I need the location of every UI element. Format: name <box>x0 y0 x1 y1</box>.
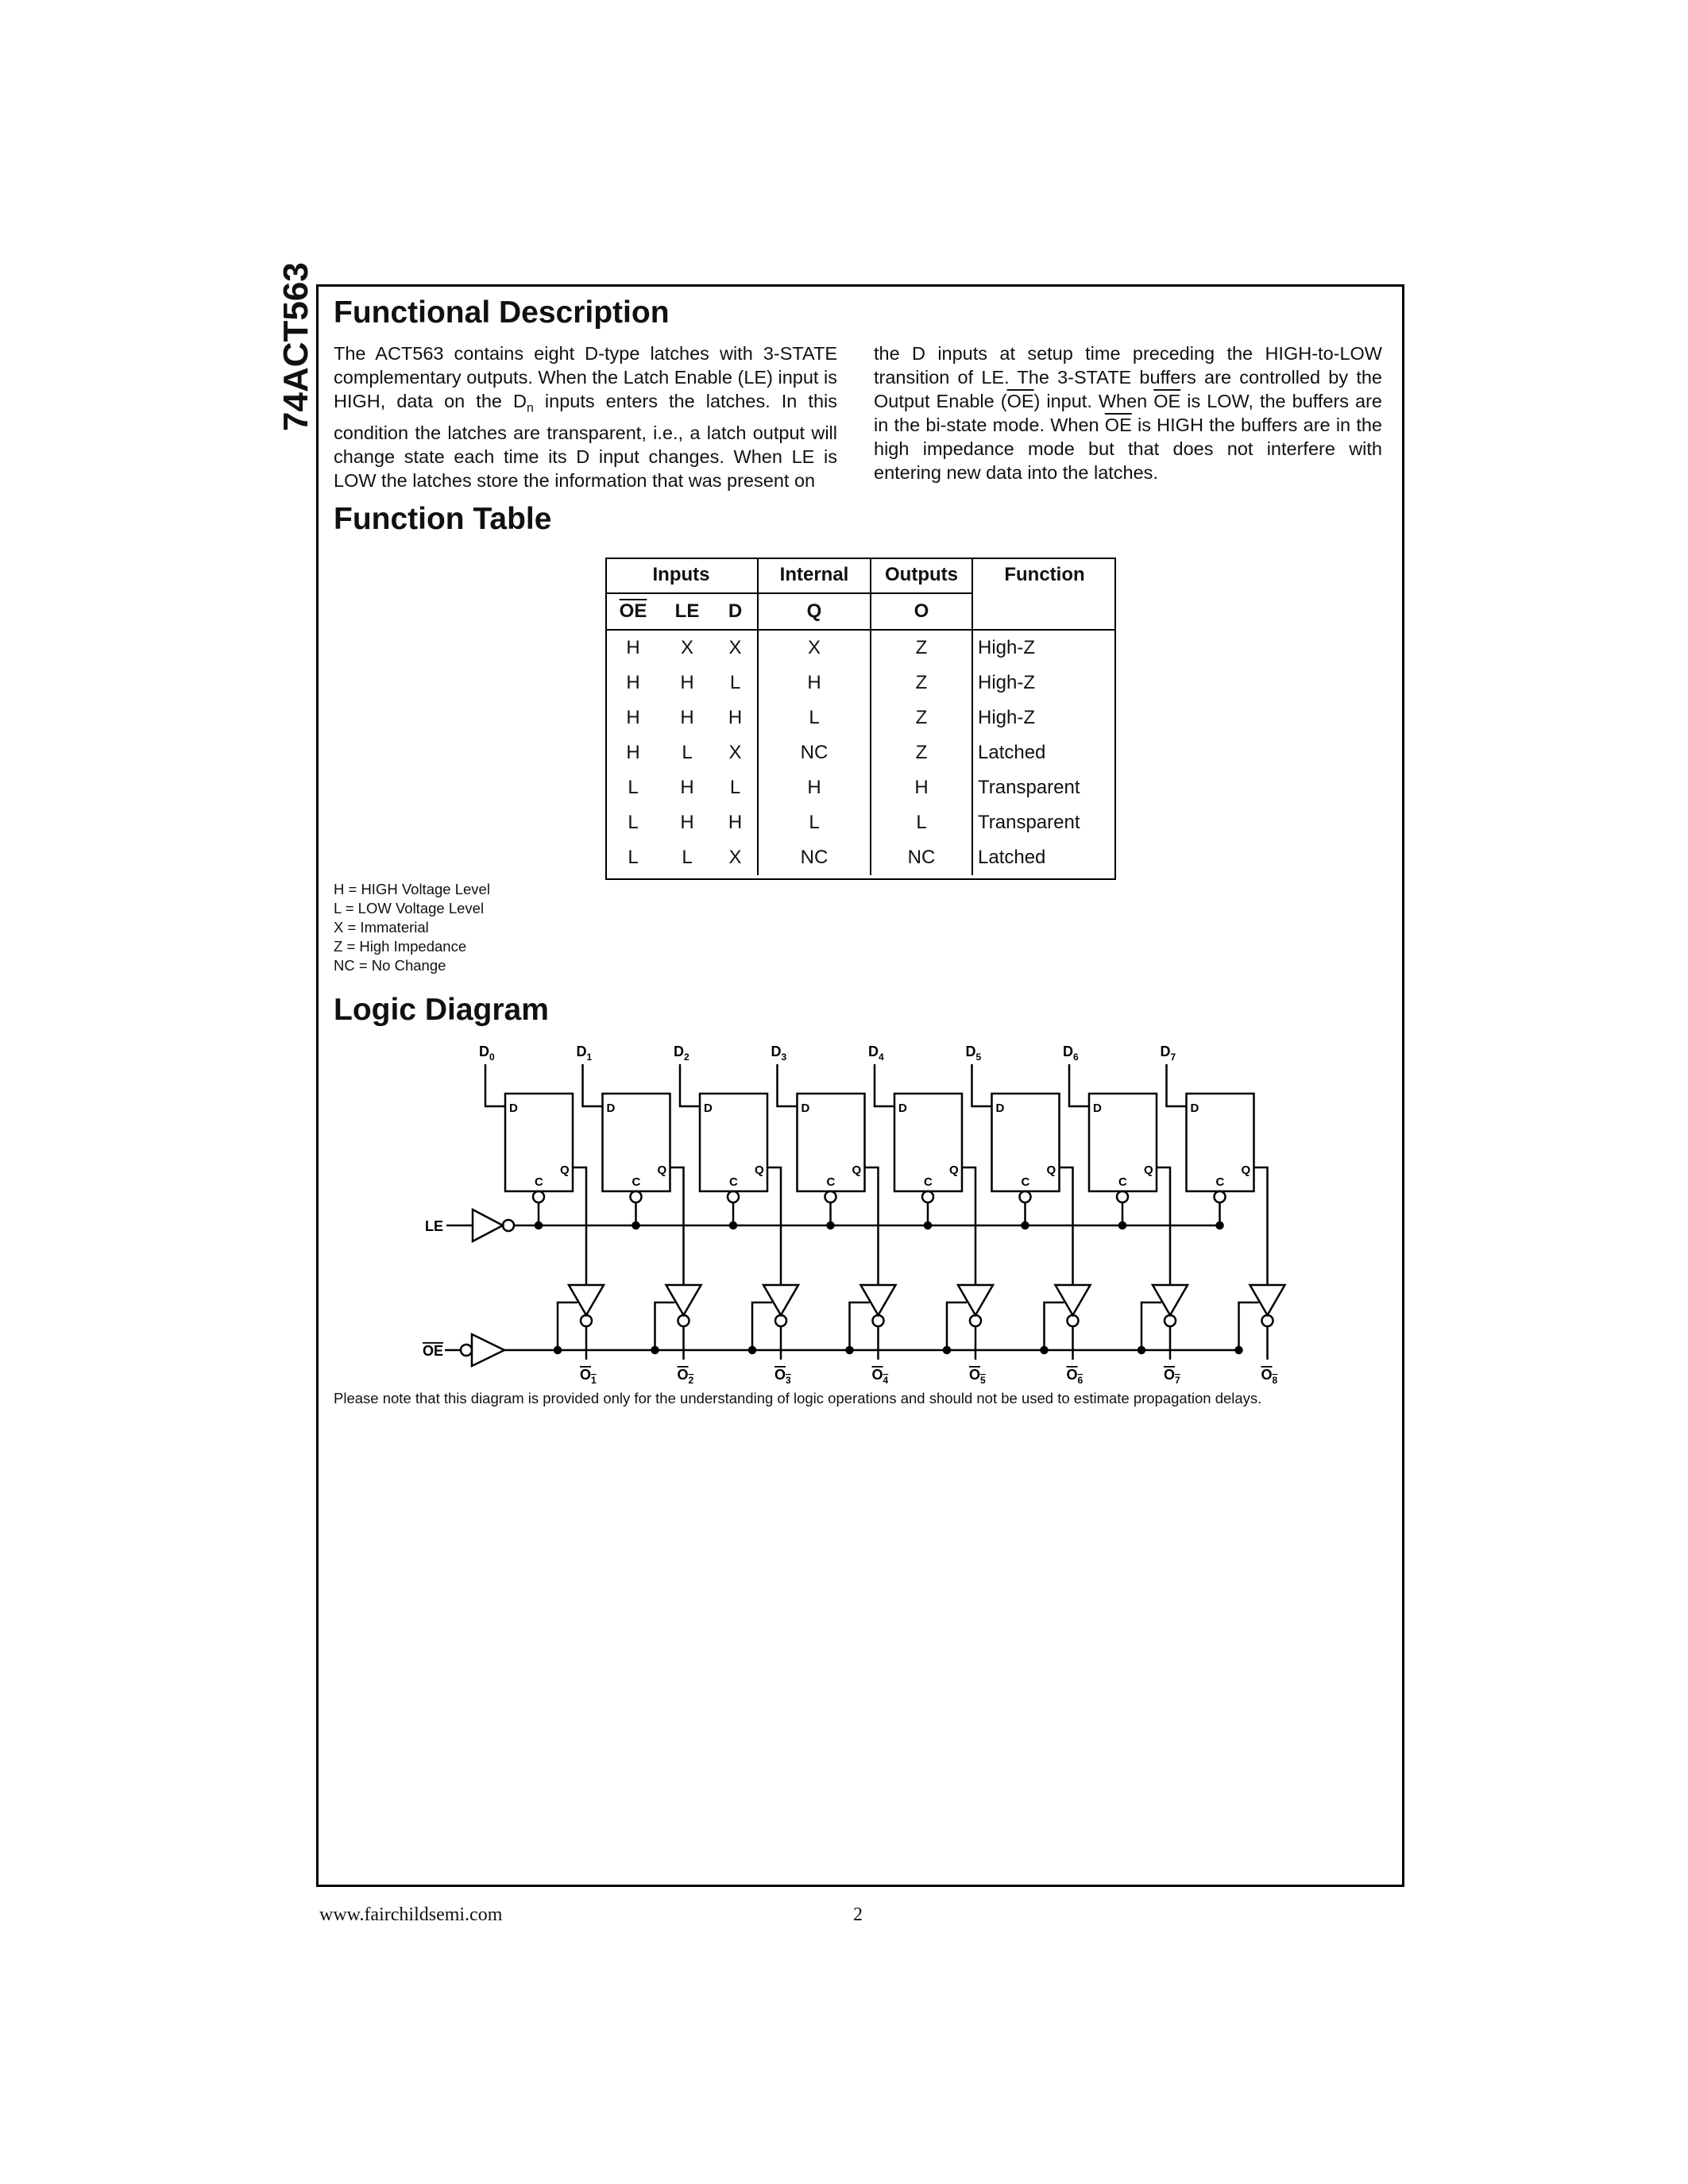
enable-wire <box>947 1302 967 1350</box>
table-cell: X <box>758 630 871 666</box>
latch-d-pin: D <box>995 1102 1005 1115</box>
latch-d-pin: D <box>1093 1102 1102 1115</box>
le-buffer <box>473 1210 503 1241</box>
enable-wire <box>1141 1302 1161 1350</box>
le-label: LE <box>425 1218 444 1234</box>
table-cell: H <box>626 707 640 728</box>
fd-right-part3: is LOW, the buffers are in the bi-state mode. When <box>874 391 1383 435</box>
latch-q-pin: Q <box>1144 1163 1153 1177</box>
side-part-number: 74ACT563 <box>276 262 315 431</box>
latch-q-pin: Q <box>755 1163 764 1177</box>
table-cell: X <box>728 742 742 763</box>
clock-bubble <box>533 1191 544 1202</box>
latch-d-pin: D <box>1190 1102 1199 1115</box>
legend-item: H = HIGH Voltage Level <box>334 881 490 897</box>
legend-item: L = LOW Voltage Level <box>334 900 485 916</box>
latch-d-pin: D <box>606 1102 616 1115</box>
latch-d-pin: D <box>801 1102 810 1115</box>
tristate-buffer <box>1056 1285 1091 1315</box>
table-cell: L <box>758 805 871 840</box>
function-table-heading: Function Table <box>334 502 552 536</box>
latch-input-subscript: 3 <box>781 1051 787 1063</box>
output-subscript: 5 <box>980 1375 986 1386</box>
enable-wire <box>558 1302 577 1350</box>
fd-left-part2: inputs enters the latches. In this condition the latches are transparent, i.e., a latch output will change state each time its D input changes. When LE is LOW the latches store the information that was present on <box>334 391 837 491</box>
fd-right-part2: ) input. When <box>1033 391 1154 411</box>
d-input-wire <box>583 1064 603 1106</box>
latch-c-pin: C <box>1021 1175 1030 1189</box>
latch-d-pin: D <box>898 1102 907 1115</box>
latch-c-pin: C <box>924 1175 933 1189</box>
d-input-wire <box>972 1064 992 1106</box>
latch-input-subscript: 5 <box>975 1051 982 1063</box>
latch-input-label: $D_1$ <box>576 1044 593 1063</box>
table-cell: NC <box>758 735 871 770</box>
latch-input-label: $D_0$ <box>479 1044 495 1063</box>
header-oe: $\overline{OE}$ <box>619 600 647 622</box>
header-internal: Internal <box>758 558 871 593</box>
fd-oe-2: $\overline{OE}$ <box>1153 391 1181 411</box>
output-label: $O_2$ <box>677 1367 694 1386</box>
clock-bubble <box>825 1191 836 1202</box>
table-cell: Latched <box>972 735 1116 770</box>
table-cell: X <box>661 630 713 666</box>
output-label: $O_5$ <box>969 1367 986 1386</box>
latch-c-pin: C <box>1215 1175 1225 1189</box>
clock-bubble <box>631 1191 642 1202</box>
output-label: $O_1$ <box>580 1367 597 1386</box>
header-d: D <box>713 593 758 630</box>
tristate-buffer <box>569 1285 604 1315</box>
diagram-note: Please note that this diagram is provided only for the understanding of logic operations and should not be used to estimate propagation delays. <box>334 1390 1262 1406</box>
footer-website: www.fairchildsemi.com <box>319 1904 503 1925</box>
table-cell: H <box>626 672 640 693</box>
legend-item: X = Immaterial <box>334 919 429 936</box>
tristate-buffer <box>666 1285 701 1315</box>
table-cell: Latched <box>972 840 1116 875</box>
clock-bubble <box>922 1191 933 1202</box>
output-subscript: 4 <box>883 1375 889 1386</box>
table-cell: H <box>728 707 743 728</box>
table-cell: High-Z <box>972 666 1116 700</box>
latch-q-pin: Q <box>560 1163 570 1177</box>
latch-input-label: $D_2$ <box>674 1044 689 1063</box>
latch-input-label: $D_4$ <box>868 1044 884 1063</box>
table-cell: NC <box>758 840 871 875</box>
table-cell: H <box>680 812 694 833</box>
table-cell: L <box>758 700 871 735</box>
table-cell: H <box>680 707 694 728</box>
header-inputs: Inputs <box>652 564 710 585</box>
table-cell: L <box>682 847 693 868</box>
latch-input-label: $D_3$ <box>771 1044 787 1063</box>
latch-q-pin: Q <box>949 1163 959 1177</box>
functional-description-heading: Functional Description <box>334 295 670 330</box>
header-le: LE <box>661 593 713 630</box>
table-cell: L <box>628 847 639 868</box>
fd-oe-3: $\overline{OE}$ <box>1104 415 1132 435</box>
output-label: $O_4$ <box>871 1367 889 1386</box>
output-subscript: 2 <box>688 1375 694 1386</box>
table-cell: Z <box>871 630 972 666</box>
table-cell: Transparent <box>972 805 1116 840</box>
enable-wire <box>752 1302 772 1350</box>
d-input-wire <box>875 1064 894 1106</box>
oe-label: OE <box>423 1343 444 1359</box>
enable-wire <box>1045 1302 1064 1350</box>
table-cell: H <box>605 630 661 666</box>
clock-bubble <box>1020 1191 1031 1202</box>
table-cell: X <box>713 630 758 666</box>
latch-c-pin: C <box>632 1175 641 1189</box>
table-cell: High-Z <box>972 630 1116 666</box>
latch-input-subscript: 6 <box>1073 1051 1079 1063</box>
latch-q-pin: Q <box>1241 1163 1251 1177</box>
latch-q-pin: Q <box>852 1163 862 1177</box>
table-cell: Transparent <box>972 770 1116 805</box>
table-cell: L <box>682 742 693 763</box>
output-subscript: 6 <box>1077 1375 1083 1386</box>
table-cell: H <box>758 770 871 805</box>
table-cell: L <box>871 805 972 840</box>
latch-input-label: $D_6$ <box>1063 1044 1079 1063</box>
fd-left-part1: The ACT563 contains eight D-type latches with 3-STATE complementary outputs. When the Latch Enable (LE) input is HIGH, data on the D <box>334 343 837 411</box>
table-cell: L <box>729 672 741 693</box>
latch-input-subscript: 2 <box>684 1051 689 1063</box>
table-cell: H <box>680 672 694 693</box>
enable-wire <box>850 1302 870 1350</box>
legend-item: NC = No Change <box>334 957 446 974</box>
output-subscript: 7 <box>1175 1375 1180 1386</box>
latch-c-pin: C <box>1118 1175 1127 1189</box>
d-input-wire <box>1069 1064 1089 1106</box>
oe-inverter-bubble <box>461 1345 472 1356</box>
latch-c-pin: C <box>826 1175 836 1189</box>
output-label: $O_7$ <box>1164 1367 1180 1386</box>
tristate-buffer <box>861 1285 896 1315</box>
latch-input-subscript: 1 <box>586 1051 593 1063</box>
clock-bubble <box>1117 1191 1128 1202</box>
table-cell: H <box>758 666 871 700</box>
table-cell: H <box>728 812 743 833</box>
latch-input-subscript: 4 <box>879 1051 884 1063</box>
latch-input-subscript: 0 <box>489 1051 495 1063</box>
tristate-buffer <box>1250 1285 1285 1315</box>
table-cell: L <box>628 812 639 833</box>
d-input-wire <box>1167 1064 1187 1106</box>
enable-wire <box>1239 1302 1259 1350</box>
d-input-wire <box>485 1064 505 1106</box>
oe-buffer <box>472 1334 504 1366</box>
latch-input-subscript: 7 <box>1170 1051 1176 1063</box>
latch-input-label: $D_7$ <box>1160 1044 1176 1063</box>
enable-wire <box>655 1302 675 1350</box>
latch-d-pin: D <box>704 1102 713 1115</box>
table-cell: H <box>680 777 694 798</box>
table-cell: Z <box>871 700 972 735</box>
fd-left-sub-n: n <box>526 401 534 415</box>
d-input-wire <box>778 1064 798 1106</box>
latch-q-pin: Q <box>657 1163 667 1177</box>
header-q: Q <box>758 593 871 630</box>
latch-c-pin: C <box>729 1175 738 1189</box>
table-cell: Z <box>871 666 972 700</box>
table-cell: X <box>728 847 742 868</box>
clock-bubble <box>728 1191 739 1202</box>
table-cell: NC <box>871 840 972 875</box>
output-label: $O_6$ <box>1066 1367 1083 1386</box>
header-function: Function <box>972 558 1116 630</box>
output-subscript: 8 <box>1272 1375 1278 1386</box>
output-label: $O_8$ <box>1261 1367 1278 1386</box>
table-cell: L <box>628 777 639 798</box>
header-o: O <box>871 593 972 630</box>
output-label: $O_3$ <box>774 1367 791 1386</box>
table-cell: H <box>626 742 640 763</box>
tristate-buffer <box>1153 1285 1188 1315</box>
output-subscript: 1 <box>591 1375 597 1386</box>
footer-page-number: 2 <box>853 1904 863 1925</box>
tristate-buffer <box>763 1285 798 1315</box>
table-cell: Z <box>871 735 972 770</box>
q-output-wire <box>1254 1167 1268 1285</box>
d-input-wire <box>680 1064 700 1106</box>
table-cell: L <box>729 777 741 798</box>
logic-diagram-heading: Logic Diagram <box>334 993 549 1027</box>
latch-q-pin: Q <box>1046 1163 1056 1177</box>
fd-right-part1: the D inputs at setup time preceding the HIGH-to-LOW transition of LE. The 3-STATE buffers are controlled by the Output Enable ( <box>874 343 1382 411</box>
fd-oe-1: $\overline{OE}$ <box>1006 391 1034 411</box>
table-cell: High-Z <box>972 700 1116 735</box>
output-subscript: 3 <box>786 1375 791 1386</box>
clock-bubble <box>1215 1191 1226 1202</box>
table-cell: H <box>871 770 972 805</box>
latch-c-pin: C <box>535 1175 543 1189</box>
legend-item: Z = High Impedance <box>334 938 467 955</box>
tristate-buffer <box>958 1285 993 1315</box>
latch-input-label: $D_5$ <box>965 1044 982 1063</box>
header-outputs: Outputs <box>871 558 972 593</box>
fd-right-part4: is HIGH the buffers are in the high impedance mode but that does not interfere with entering new data into the latches. <box>874 415 1382 483</box>
latch-d-pin: D <box>509 1102 518 1115</box>
